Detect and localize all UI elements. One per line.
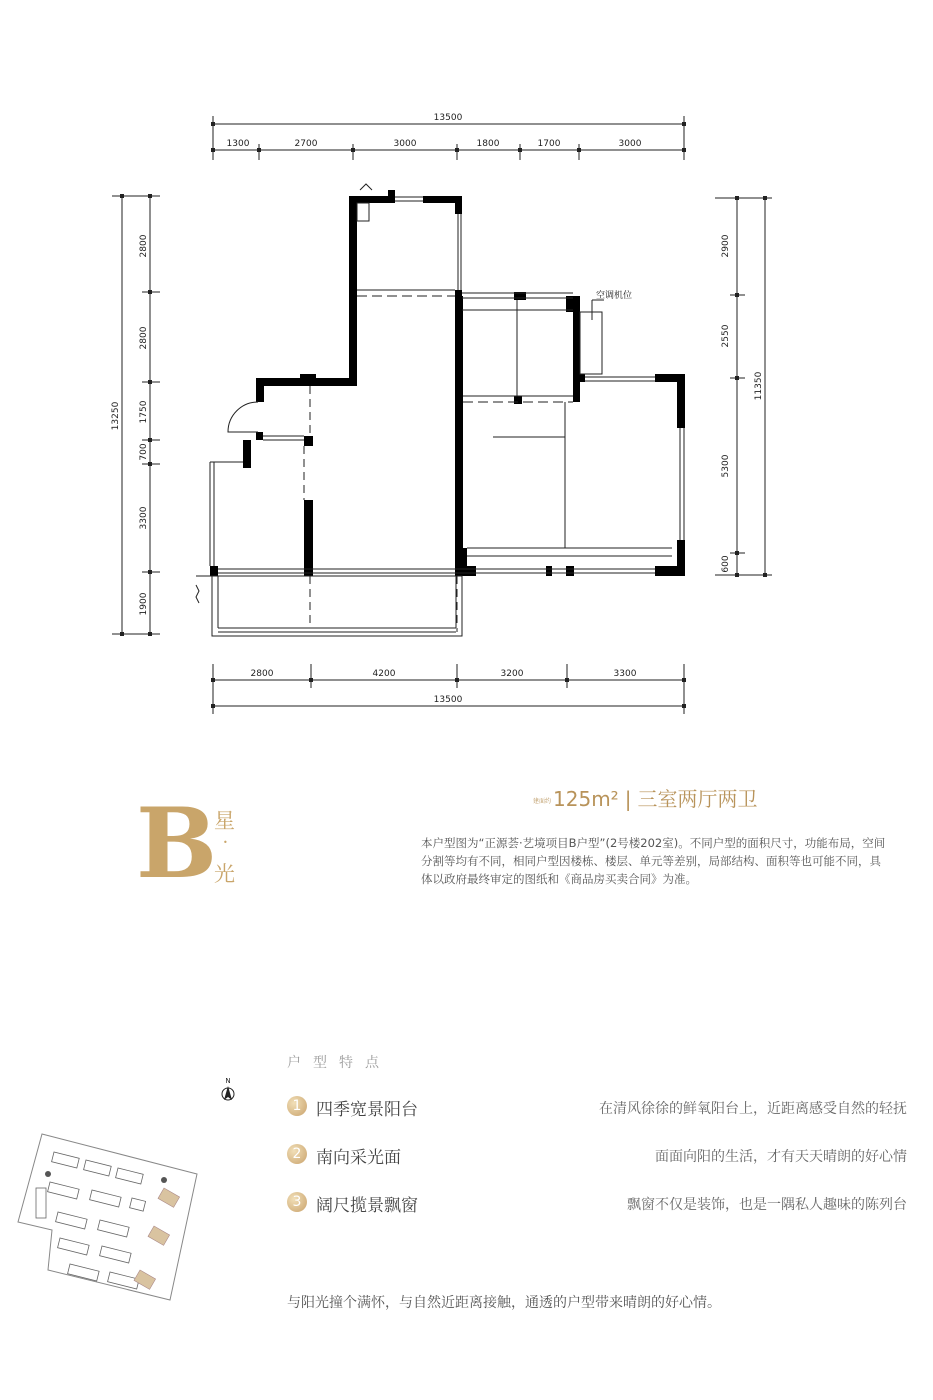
feature-name: 阔尺揽景飘窗 [316, 1196, 418, 1216]
compass-icon [217, 1076, 239, 1104]
feature-item [287, 1143, 907, 1169]
feature-item [287, 1191, 907, 1217]
ac-label: 空调机位 [596, 291, 633, 301]
dim-bottom-4: 3300 [613, 669, 637, 679]
dim-right-3: 5300 [721, 454, 731, 478]
dim-bottom-1: 2800 [250, 669, 274, 679]
area-line [533, 783, 757, 812]
feature-name: 四季宽景阳台 [316, 1100, 418, 1120]
dim-left-5: 3300 [139, 506, 149, 530]
dim-right-4: 600 [721, 555, 731, 573]
dim-bottom-3: 3200 [500, 669, 524, 679]
dim-right-1: 2900 [721, 234, 731, 258]
dim-bottom-total: 13500 [433, 695, 463, 705]
feature-desc: 在清风徐徐的鲜氧阳台上，近距离感受自然的轻抚 [599, 1101, 907, 1117]
dimension-lines [112, 116, 772, 714]
dim-right-total: 11350 [754, 371, 764, 401]
feature-number: 2 [287, 1144, 307, 1164]
dim-left-2: 2800 [139, 326, 149, 350]
dim-left-3: 1750 [139, 400, 149, 424]
unit-name-dot: • [223, 838, 228, 847]
dim-top-3: 3000 [393, 139, 417, 149]
dim-left-total: 13250 [111, 401, 121, 431]
dim-top-4: 1800 [476, 139, 500, 149]
feature-number: 3 [287, 1192, 307, 1212]
site-plan-image [14, 1130, 204, 1305]
feature-number: 1 [287, 1096, 307, 1116]
unit-letter: B [136, 787, 218, 900]
area-separator: | [624, 787, 632, 811]
dim-right-2: 2550 [721, 324, 731, 348]
unit-name-char2: 光 [214, 862, 235, 886]
dim-top-2: 2700 [294, 139, 318, 149]
unit-description: 本户型图为“正源荟·艺境项目B户型”(2号楼202室)。不同户型的面积尺寸，功能布局，空间分割等均有不同，相同户型因楼栋、楼层、单元等差别，局部结构、面积等也可能不同，具体以政府最终审定的图纸和《商品房买卖合同》为准。 [421, 836, 886, 886]
unit-area: 125m² [553, 787, 619, 811]
feature-item [287, 1095, 907, 1121]
walls [210, 190, 685, 576]
dim-top-6: 3000 [618, 139, 642, 149]
thin-lines [196, 184, 684, 636]
dim-left-1: 2800 [139, 234, 149, 258]
area-prefix: 建面约 [533, 798, 552, 805]
dim-left-4: 700 [139, 443, 149, 461]
features-summary: 与阳光撞个满怀，与自然近距离接触，通透的户型带来晴朗的好心情。 [287, 1295, 721, 1311]
features-title: 户型特点 [287, 1055, 391, 1071]
dim-left-6: 1900 [139, 592, 149, 616]
dim-bottom-2: 4200 [372, 669, 396, 679]
compass-north-label: N [225, 1077, 231, 1085]
dimension-ticks [120, 122, 767, 708]
feature-desc: 面面向阳的生活，才有天天晴朗的好心情 [655, 1149, 907, 1165]
unit-name-char1: 星 [214, 809, 235, 833]
feature-desc: 飘窗不仅是装饰，也是一隅私人趣味的陈列台 [627, 1197, 907, 1213]
dim-top-total: 13500 [433, 113, 463, 123]
dim-top-1: 1300 [226, 139, 250, 149]
feature-name: 南向采光面 [316, 1148, 401, 1168]
unit-layout: 三室两厅两卫 [637, 787, 758, 811]
dim-top-5: 1700 [537, 139, 561, 149]
